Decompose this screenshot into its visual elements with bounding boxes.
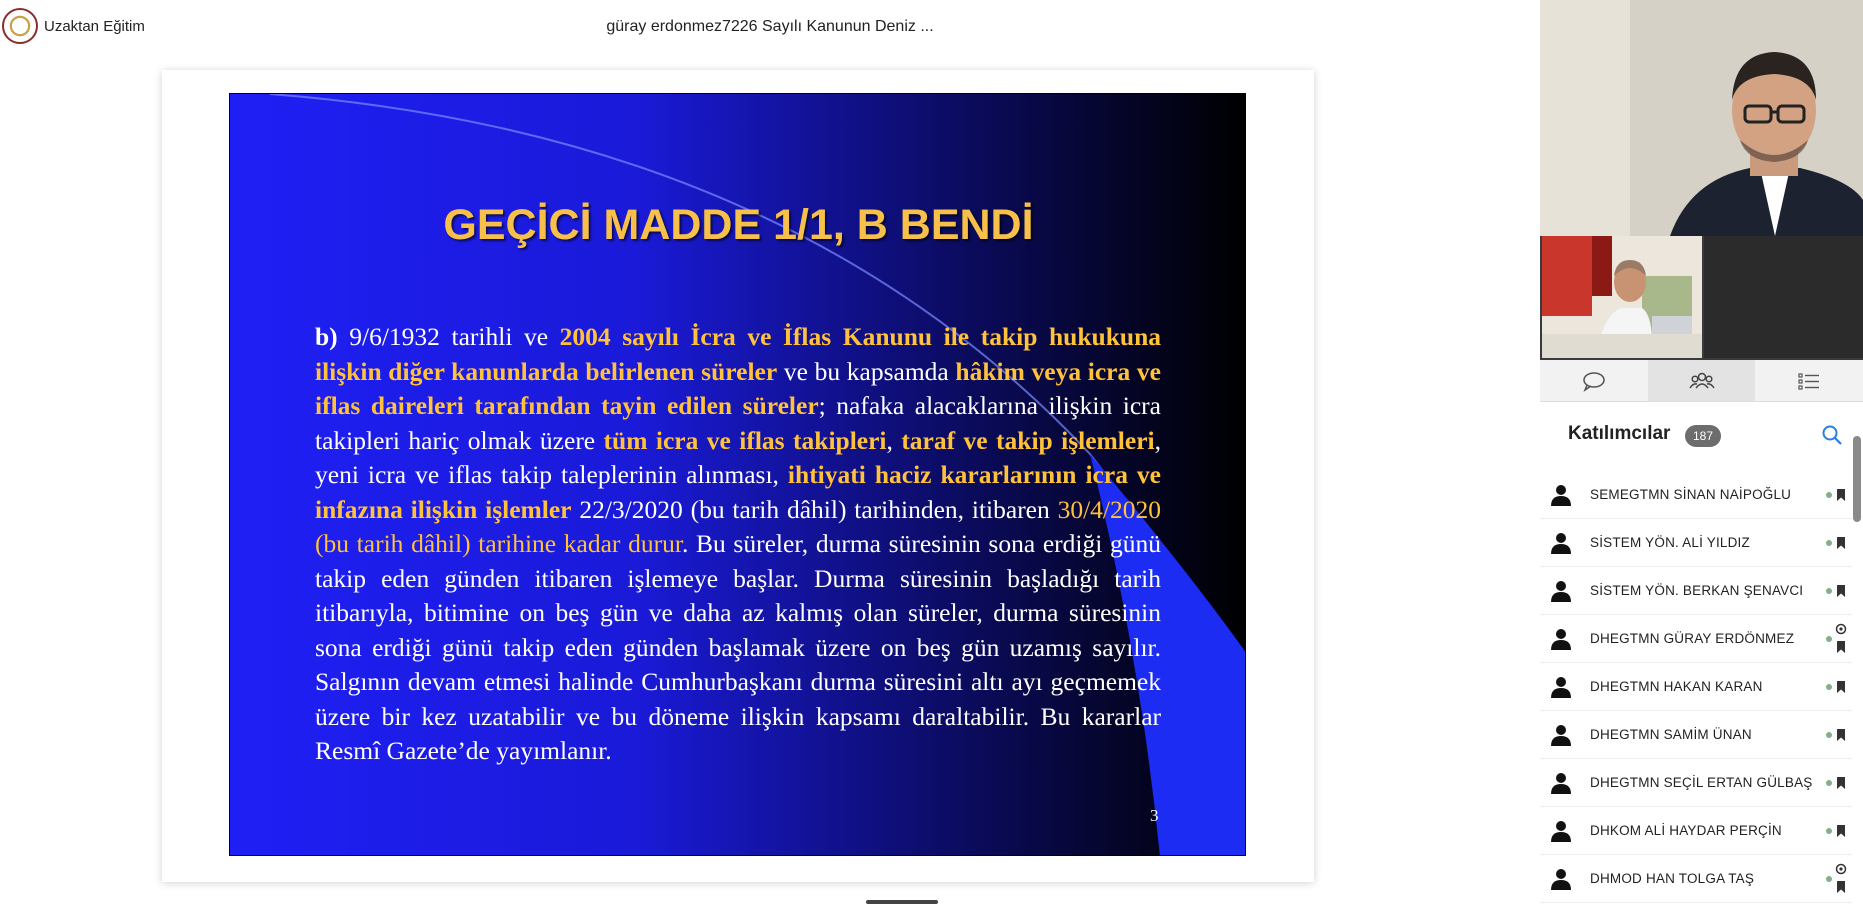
bookmark-icon[interactable]	[1836, 680, 1846, 694]
bookmark-icon[interactable]	[1836, 728, 1846, 742]
slide-text-segment: taraf ve takip işlemleri	[901, 425, 1155, 455]
user-icon	[1550, 868, 1572, 890]
slide-body-text	[315, 320, 1161, 769]
presenter-figure	[1540, 0, 1863, 236]
bookmark-icon[interactable]	[1836, 880, 1846, 894]
document-title: güray erdonmez7226 Sayılı Kanunun Deniz ...	[606, 18, 934, 35]
online-status-icon	[1826, 684, 1832, 690]
slide-text-segment: , yeni icra ve iflas takip taleplerinin alınması,	[315, 425, 1161, 489]
slide-text-segment: . Bu süreler, durma süresinin sona erdiği günü takip eden günden itibaren işlemeye başlar. Durma süresinin başladığı tarih itibarıyla, bitimine on beş gün ve daha az kalmış olan süreler, durma süresinin sona erdiği günü takip eden günden başlamak üzere on beş gün uzamış sayılır. Salgının devam etmesi halinde Cumhurbaşkanı durma süresini altı ayı geçmemek üzere bir kez uzatabilir ve bu döneme ilişkin kapsamı daraltabilir. Bu kararlar Resmî Gazete’de yayımlanır.	[315, 529, 1161, 765]
bookmark-icon[interactable]	[1836, 488, 1846, 502]
slide-text-segment: 30/4/2020 (bu tarih dâhil) tarihine kadar durur	[315, 494, 1162, 558]
participant-row[interactable]	[1540, 471, 1852, 519]
bookmark-icon[interactable]	[1836, 536, 1846, 550]
participants-header	[1540, 403, 1863, 463]
bookmark-icon[interactable]	[1836, 584, 1846, 598]
user-icon	[1550, 724, 1572, 746]
slide-text-segment: ; nafaka alacaklarına ilişkin icra takipleri hariç olmak üzere	[315, 391, 1161, 455]
slide-text-segment: hâkim veya icra ve iflas daireleri tarafından tayin edilen süreler	[315, 356, 1161, 420]
chat-icon	[1582, 370, 1606, 392]
participant-name: DHKOM ALİ HAYDAR PERÇİN	[1590, 823, 1782, 838]
online-status-icon	[1826, 540, 1832, 546]
top-bar	[0, 0, 1540, 56]
presentation-slide	[229, 93, 1246, 856]
tab-chat[interactable]	[1540, 360, 1648, 401]
user-icon	[1550, 820, 1572, 842]
slide-page-number: 3	[1150, 806, 1159, 825]
presenter-video[interactable]	[1540, 0, 1863, 236]
online-status-icon	[1826, 876, 1832, 882]
user-icon	[1550, 628, 1572, 650]
participant-row[interactable]	[1540, 519, 1852, 567]
slide-text-segment: 2004 sayılı İcra ve İflas Kanunu ile takip hukukuna ilişkin diğer kanunlarda belirlenen süreler	[315, 322, 1161, 386]
presenter-role-icon	[1835, 863, 1847, 875]
participant-row[interactable]	[1540, 567, 1852, 615]
participant-row[interactable]	[1540, 807, 1852, 855]
slide-text-segment: b)	[315, 322, 350, 351]
participants-icon	[1689, 370, 1715, 392]
bookmark-icon[interactable]	[1836, 640, 1846, 654]
slide-text-segment: tüm icra ve iflas takipleri	[603, 425, 887, 455]
participants-title: Katılımcılar	[1568, 423, 1671, 444]
slide-text-segment: ve bu kapsamda	[777, 356, 956, 386]
slide-text-segment: ihtiyati haciz kararlarının icra ve infazına ilişkin işlemler	[315, 460, 1162, 524]
slide-text-segment: 22/3/2020 (bu tarih dâhil) tarihinden, itibaren	[571, 494, 1058, 524]
slide-text-segment: ,	[886, 425, 902, 455]
online-status-icon	[1826, 492, 1832, 498]
participant-name: SİSTEM YÖN. ALİ YILDIZ	[1590, 535, 1750, 550]
user-icon	[1550, 484, 1572, 506]
user-icon	[1550, 676, 1572, 698]
app-name: Uzaktan Eğitim	[44, 18, 145, 35]
toolbar-handle[interactable]	[866, 900, 938, 904]
participants-list	[1540, 471, 1852, 903]
participant-name: SEMEGTMN SİNAN NAİPOĞLU	[1590, 487, 1792, 502]
participant-name: DHEGTMN SEÇİL ERTAN GÜLBAŞ	[1590, 775, 1813, 790]
online-status-icon	[1826, 636, 1832, 642]
tab-participants[interactable]	[1648, 360, 1756, 401]
participants-scrollbar[interactable]	[1853, 436, 1861, 522]
participant-name: DHEGTMN SAMİM ÜNAN	[1590, 727, 1752, 742]
participants-count-badge: 187	[1685, 425, 1721, 447]
participant-name: DHEGTMN HAKAN KARAN	[1590, 679, 1763, 694]
participant-row[interactable]	[1540, 759, 1852, 807]
user-icon	[1550, 532, 1572, 554]
participant-row[interactable]	[1540, 711, 1852, 759]
presenter-role-icon	[1835, 623, 1847, 635]
participant-row[interactable]	[1540, 663, 1852, 711]
search-icon[interactable]	[1820, 423, 1844, 447]
participant-figure	[1542, 236, 1702, 358]
slide-text-segment: 9/6/1932 tarihli ve	[349, 322, 560, 351]
online-status-icon	[1826, 588, 1832, 594]
bookmark-icon[interactable]	[1836, 824, 1846, 838]
list-icon	[1797, 370, 1821, 392]
participant-row[interactable]	[1540, 615, 1852, 663]
user-icon	[1550, 580, 1572, 602]
participant-name: DHEGTMN GÜRAY ERDÖNMEZ	[1590, 631, 1795, 646]
participant-row[interactable]	[1540, 855, 1852, 903]
online-status-icon	[1826, 780, 1832, 786]
tab-list[interactable]	[1755, 360, 1863, 401]
participant-video[interactable]	[1542, 236, 1702, 358]
secondary-video-row	[1540, 236, 1863, 360]
panel-tabs	[1540, 360, 1863, 402]
right-panel	[1540, 0, 1863, 904]
slide-title: GEÇİCİ MADDE 1/1, B BENDİ	[443, 201, 1034, 249]
online-status-icon	[1826, 828, 1832, 834]
online-status-icon	[1826, 732, 1832, 738]
bookmark-icon[interactable]	[1836, 776, 1846, 790]
participant-name: SİSTEM YÖN. BERKAN ŞENAVCI	[1590, 583, 1804, 598]
participant-name: DHMOD HAN TOLGA TAŞ	[1590, 871, 1755, 886]
user-icon	[1550, 772, 1572, 794]
empty-video-slot	[1704, 236, 1863, 358]
